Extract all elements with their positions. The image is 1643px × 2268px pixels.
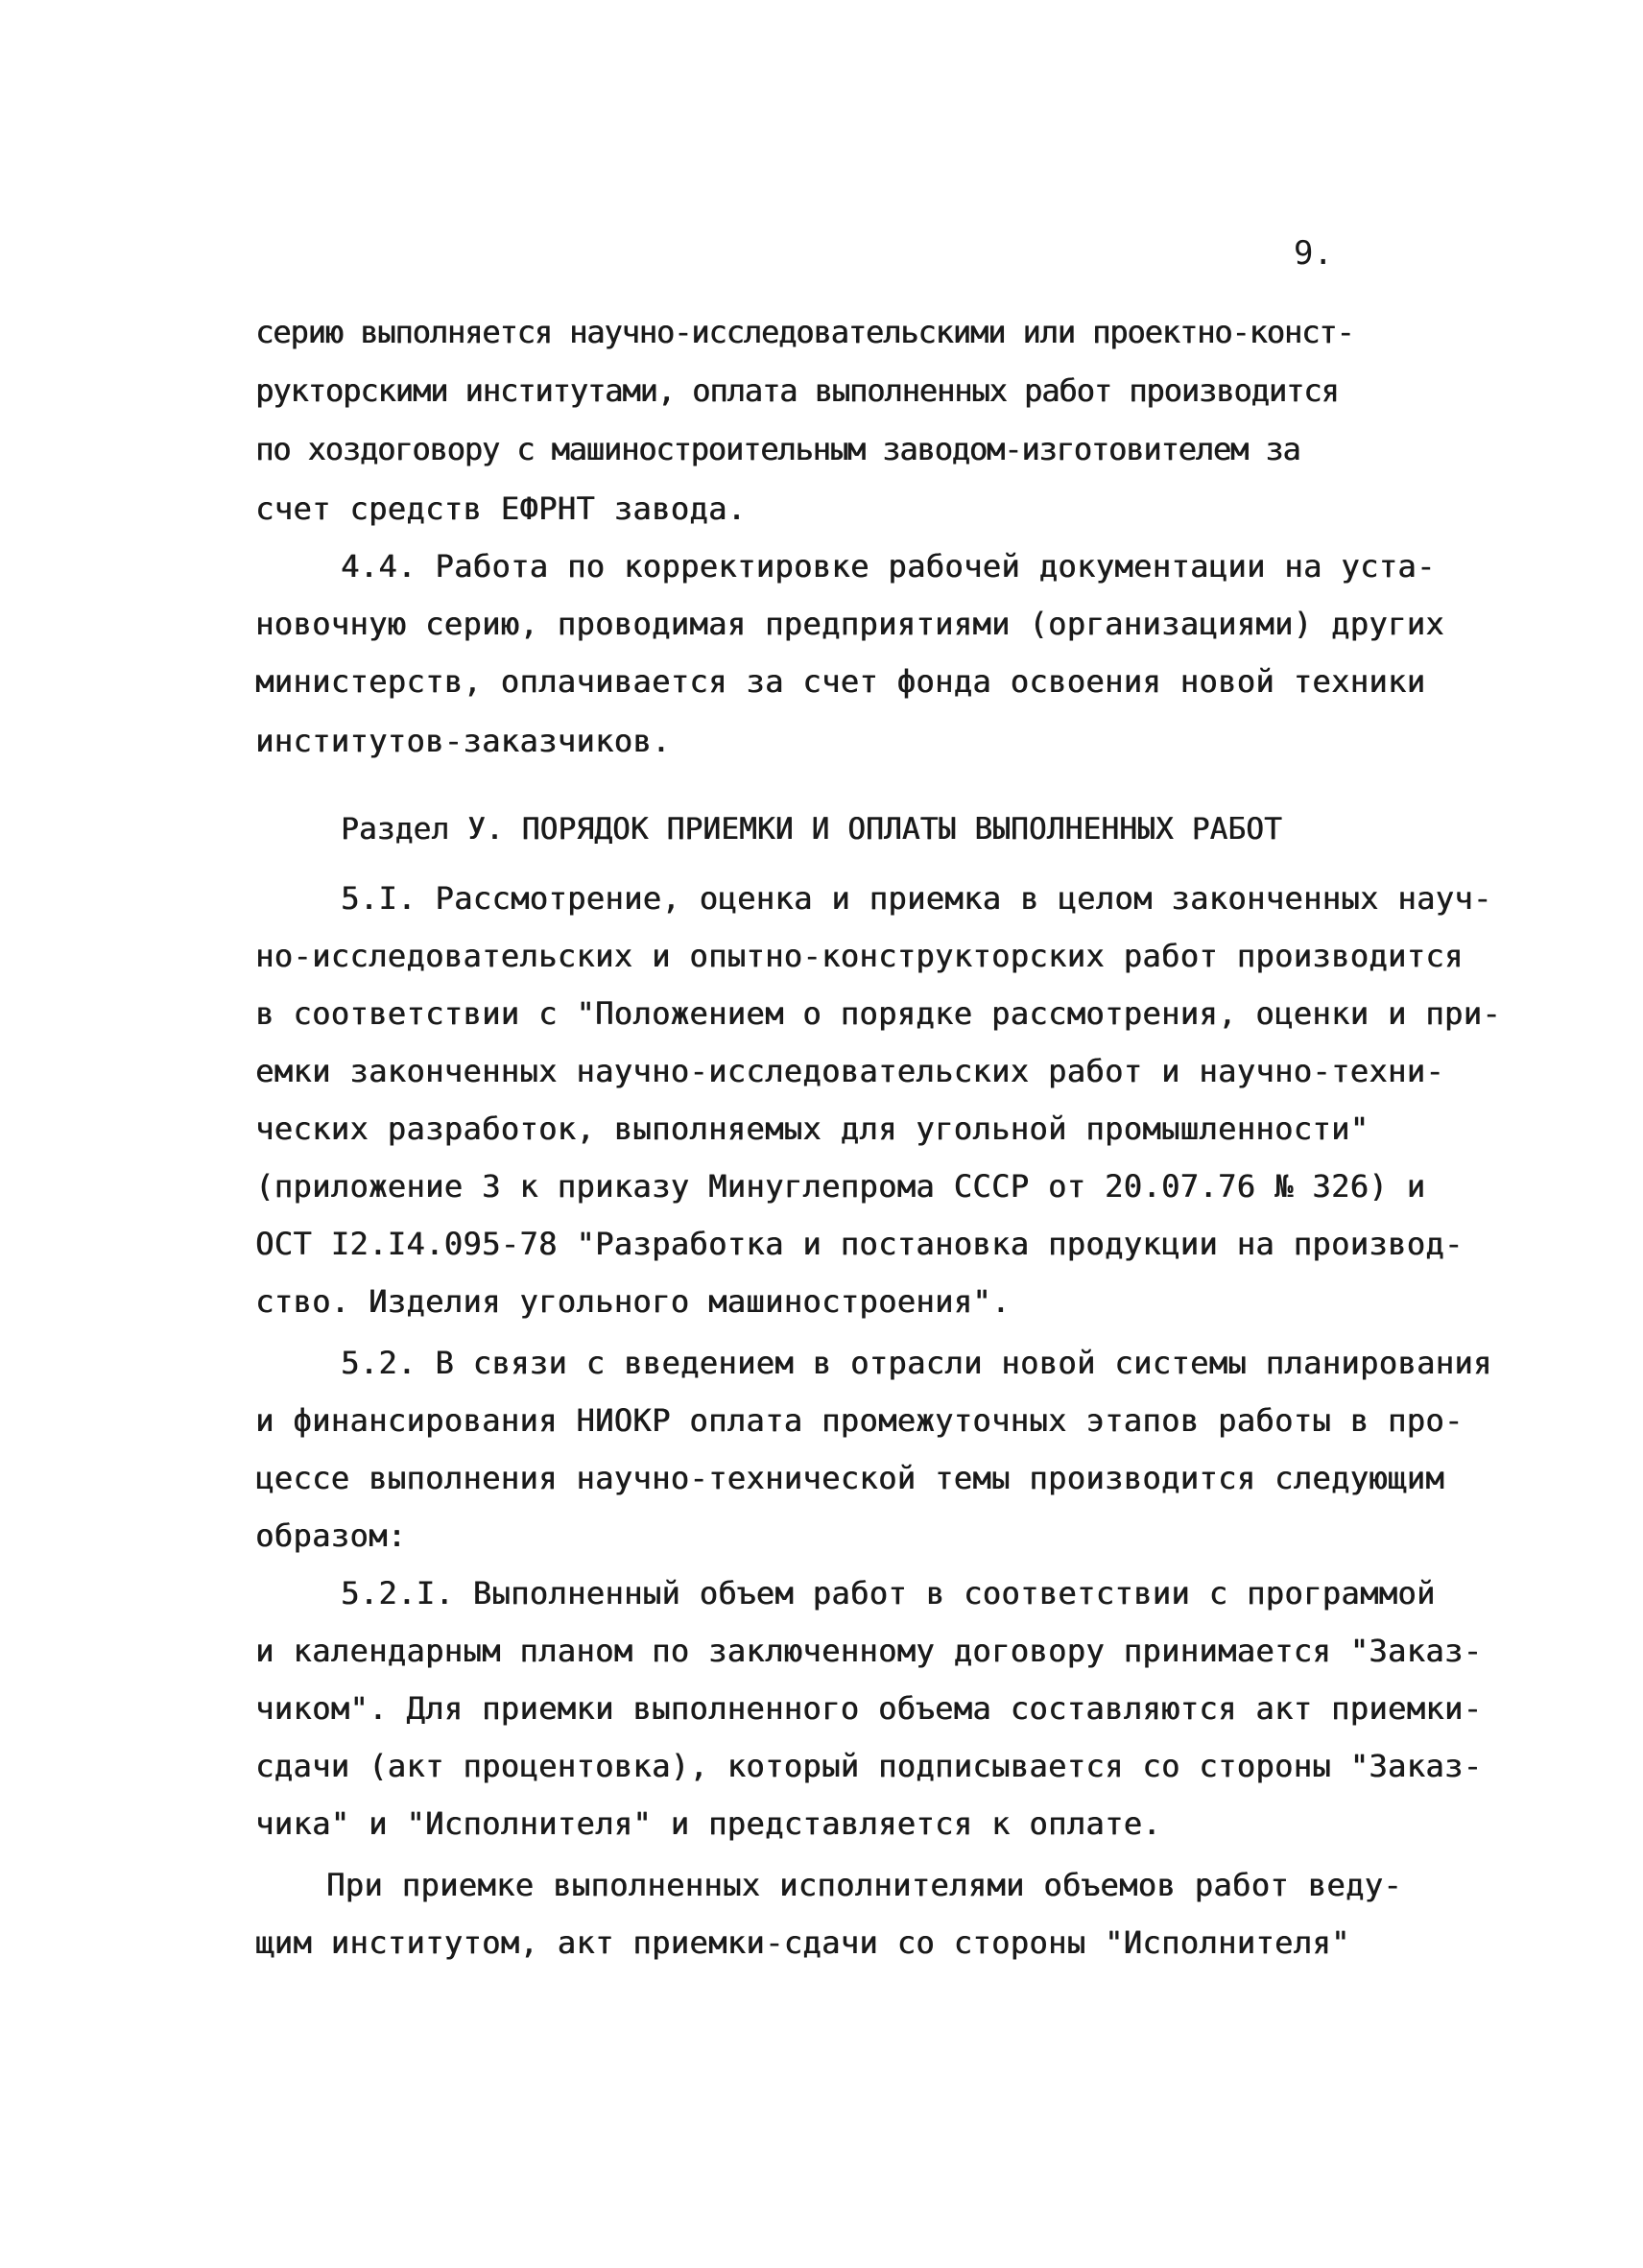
text-line: и календарным планом по заключенному договору принимается "Заказ- xyxy=(255,1633,1483,1669)
text-line: институтов-заказчиков. xyxy=(255,723,671,759)
text-line: министерств, оплачивается за счет фонда освоения новой техники xyxy=(255,663,1426,700)
text-line: рукторскими институтами, оплата выполненных работ производится xyxy=(255,372,1339,409)
text-line: образом: xyxy=(255,1517,407,1554)
text-line: ство. Изделия угольного машиностроения". xyxy=(255,1283,1011,1320)
text-line: по хоздоговору с машиностроительным заводом-изготовителем за xyxy=(255,431,1300,467)
text-line: При приемке выполненных исполнителями объемов работ веду- xyxy=(326,1867,1402,1903)
text-line: в соответствии с "Положением о порядке рассмотрения, оценки и при- xyxy=(255,995,1501,1032)
text-line: 4.4. Работа по корректировке рабочей документации на уста- xyxy=(341,548,1436,585)
text-line: ческих разработок, выполняемых для угольной промышленности" xyxy=(255,1110,1369,1147)
text-line: серию выполняется научно-исследовательскими или проектно-конст- xyxy=(255,314,1354,350)
page-number: 9. xyxy=(1294,234,1333,273)
text-line: новочную серию, проводимая предприятиями (организациями) других xyxy=(255,606,1444,642)
text-line: емки законченных научно-исследовательских работ и научно-техни- xyxy=(255,1053,1444,1089)
text-line: 5.2. В связи с введением в отрасли новой системы планирования xyxy=(341,1345,1492,1381)
text-line: щим институтом, акт приемки-сдачи со стороны "Исполнителя" xyxy=(255,1924,1350,1961)
text-line: 5.2.I. Выполненный объем работ в соответствии с программой xyxy=(341,1575,1436,1611)
text-line: но-исследовательских и опытно-конструкторских работ производится xyxy=(255,938,1464,974)
text-line: (приложение 3 к приказу Минуглепрома СССР от 20.07.76 № 326) и xyxy=(255,1168,1426,1205)
text-line: ОСТ I2.I4.095-78 "Разработка и постановка продукции на производ- xyxy=(255,1226,1464,1262)
text-line: сдачи (акт процентовка), который подписывается со стороны "Заказ- xyxy=(255,1748,1483,1784)
text-line: и финансирования НИОКР оплата промежуточных этапов работы в про- xyxy=(255,1402,1464,1439)
text-line: чика" и "Исполнителя" и представляется к оплате. xyxy=(255,1805,1161,1842)
section-heading: Раздел У. ПОРЯДОК ПРИЕМКИ И ОПЛАТЫ ВЫПОЛНЕННЫХ РАБОТ xyxy=(341,812,1282,847)
text-line: цессе выполнения научно-технической темы производится следующим xyxy=(255,1460,1444,1496)
text-line: чиком". Для приемки выполненного объема составляются акт приемки- xyxy=(255,1690,1483,1727)
text-line: счет средств ЕФРНТ завода. xyxy=(255,490,747,527)
text-line: 5.I. Рассмотрение, оценка и приемка в целом законченных науч- xyxy=(341,880,1492,917)
